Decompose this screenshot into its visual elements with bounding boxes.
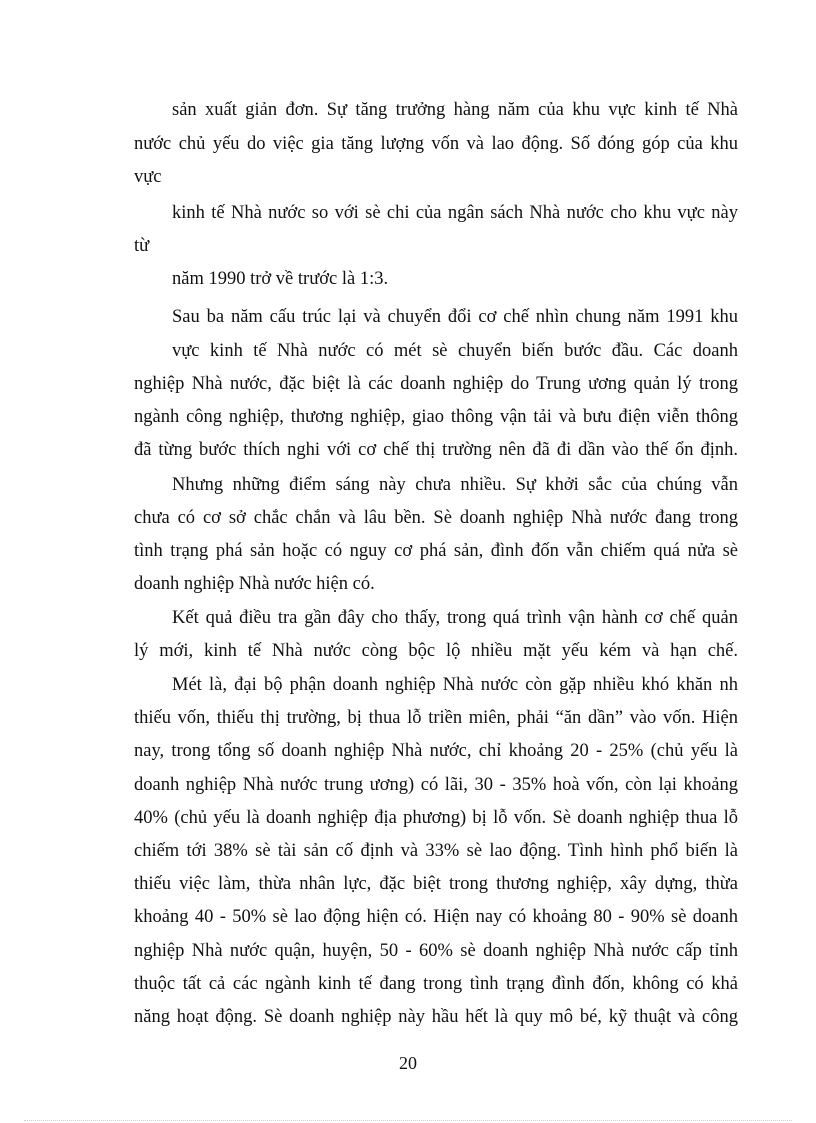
text-line: Sau ba năm cấu trúc lại và chuyển đổi cơ chế nhìn chung năm 1991 khu [172,307,738,327]
text-line: khoảng 40 - 50% sè lao động hiện có. Hiện nay có khoảng 80 - 90% sè doanh [134,907,738,927]
page-bottom-rule [24,1120,792,1121]
text-line: thiếu vốn, thiếu thị trường, bị thua lỗ triền miên, phải “ăn dần” vào vốn. Hiện [134,708,738,728]
text-line: nay, trong tổng số doanh nghiệp Nhà nước, chỉ khoảng 20 - 25% (chủ yếu là [134,741,738,761]
text-line: 40% (chủ yếu là doanh nghiệp địa phương) bị lỗ vốn. Sè doanh nghiệp thua lỗ [134,808,738,828]
text-line: từ [134,236,150,256]
text-line: năng hoạt động. Sè doanh nghiệp này hầu hết là quy mô bé, kỹ thuật và công [134,1007,738,1027]
text-line: nghiệp Nhà nước, đặc biệt là các doanh nghiệp do Trung ương quản lý trong [134,374,738,394]
text-line: Mét là, đại bộ phận doanh nghiệp Nhà nước còn gặp nhiều khó khăn nh [172,675,738,695]
text-line: thiếu việc làm, thừa nhân lực, đặc biệt trong thương nghiệp, xây dựng, thừa [134,874,738,894]
text-line: tình trạng phá sản hoặc có nguy cơ phá sản, đình đốn vẫn chiếm quá nửa sè [134,541,738,561]
text-line: sản xuất giản đơn. Sự tăng trưởng hàng năm của khu vực kinh tế Nhà [172,100,738,120]
text-line: thuộc tất cả các ngành kinh tế đang trong tình trạng đình đốn, không có khả [134,974,738,994]
text-line: vực [134,167,162,187]
text-line: Nhưng những điểm sáng này chưa nhiều. Sự khởi sắc của chúng vẫn [172,475,738,495]
page-number: 20 [399,1053,417,1073]
text-line: chiếm tới 38% sè tài sản cố định và 33% sè lao động. Tình hình phổ biến là [134,841,738,861]
text-line: lý mới, kinh tế Nhà nước còng bộc lộ nhiều mặt yếu kém và hạn chế. [134,641,738,661]
text-line: doanh nghiệp Nhà nước trung ương) có lãi, 30 - 35% hoà vốn, còn lại khoảng [134,775,738,795]
text-line: nước chủ yếu do việc gia tăng lượng vốn và lao động. Số đóng góp của khu [134,134,738,154]
text-line: kinh tế Nhà nước so với sè chi của ngân sách Nhà nước cho khu vực này [172,203,738,223]
text-line: năm 1990 trở về trước là 1:3. [172,269,389,289]
text-line: ngành công nghiệp, thương nghiệp, giao thông vận tải và bưu điện viễn thông [134,407,738,427]
text-line: nghiệp Nhà nước quận, huyện, 50 - 60% sè doanh nghiệp Nhà nước cấp tỉnh [134,941,738,961]
text-line: doanh nghiệp Nhà nước hiện có. [134,574,375,594]
text-line: Kết quả điều tra gần đây cho thấy, trong quá trình vận hành cơ chế quản [172,608,738,628]
text-line: đã từng bước thích nghi với cơ chế thị trường nên đã đi dần vào thế ổn định. [134,440,738,460]
text-line: chưa có cơ sở chắc chắn và lâu bền. Sè doanh nghiệp Nhà nước đang trong [134,508,738,528]
text-line: vực kinh tế Nhà nước có mét sè chuyển biến bước đầu. Các doanh [172,341,738,361]
